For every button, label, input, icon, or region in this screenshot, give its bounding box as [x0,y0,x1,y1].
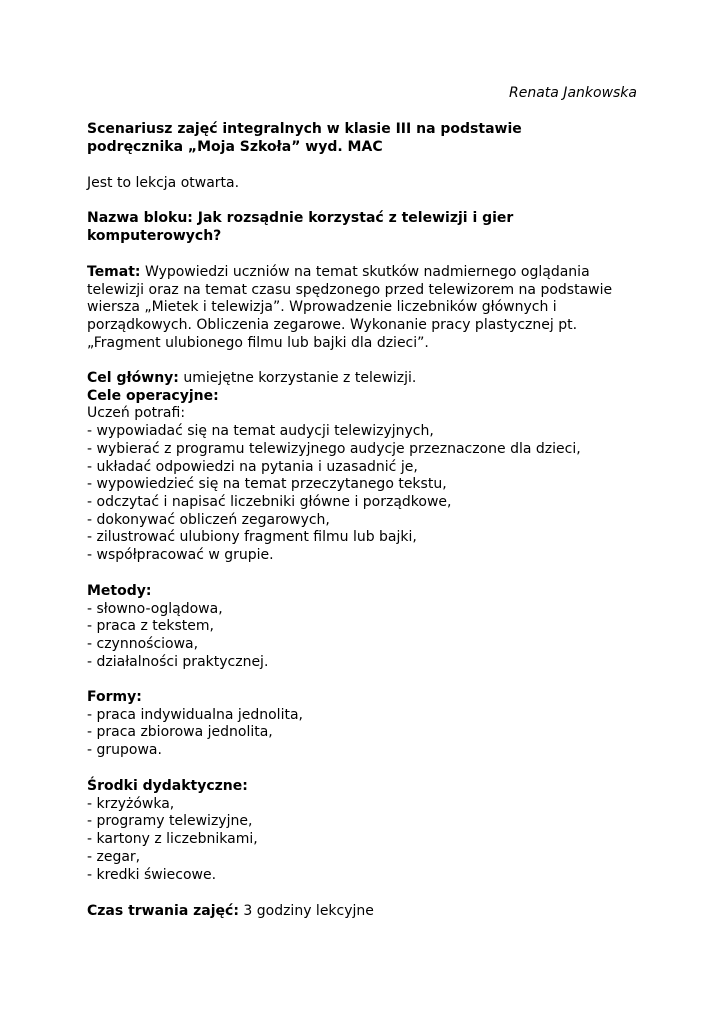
topic-label: Temat: [87,264,141,280]
list-item: - słowno-oglądowa, [87,600,223,617]
list-item: - czynnościowa, [87,636,199,653]
list-item: - wypowiedzieć się na temat przeczytanego tekstu, [87,476,447,493]
duration-section [87,903,647,921]
topic-section [87,264,647,353]
title-line: Scenariusz zajęć integralnych w klasie III na podstawie [87,121,522,137]
topic-line [87,264,647,282]
list-item: - kredki świecowe. [87,866,217,883]
duration-text: 3 godziny lekcyjne [238,903,374,919]
document-title [87,121,647,156]
topic-text: Wypowiedzi uczniów na temat skutków nadmiernego oglądania [140,264,590,280]
duration-label: Czas trwania zajęć: [87,903,239,919]
list-item: - grupowa. [87,742,162,759]
list-item: - krzyżówka, [87,795,175,812]
topic-line: porządkowych. Obliczenia zegarowe. Wykonanie pracy plastycznej pt. [87,317,578,334]
list-item: - odczytać i napisać liczebniki główne i porządkowe, [87,493,452,510]
aids-section [87,778,647,884]
list-item: - praca z tekstem, [87,618,214,635]
block-name [87,210,647,245]
block-line: Nazwa bloku: Jak rozsądnie korzystać z telewizji i gier [87,210,514,226]
aids-label: Środki dydaktyczne: [87,778,248,794]
op-goals-label: Cele operacyjne: [87,387,219,404]
list-item: - działalności praktycznej. [87,653,269,670]
forms-label: Formy: [87,689,142,705]
topic-line: telewizji oraz na temat czasu spędzonego przed telewizorem na podstawie [87,281,613,298]
title-line: podręcznika „Moja Szkoła” wyd. MAC [87,138,383,155]
list-item: - wypowiadać się na temat audycji telewizyjnych, [87,423,434,440]
author-name: Renata Jankowska [509,85,637,101]
forms-section [87,689,647,760]
main-goal-line [87,370,647,388]
list-item: - praca indywidualna jednolita, [87,706,303,723]
op-goals-intro: Uczeń potrafi: [87,405,186,422]
goals-section [87,370,647,565]
list-item: - programy telewizyjne, [87,813,253,830]
list-item: - kartony z liczebnikami, [87,831,258,848]
list-item: - układać odpowiedzi na pytania i uzasadnić je, [87,458,418,475]
list-item: - praca zbiorowa jednolita, [87,724,273,741]
list-item: - zilustrować ulubiony fragment filmu lub bajki, [87,529,417,546]
topic-line: „Fragment ulubionego filmu lub bajki dla dzieci”. [87,334,429,351]
main-goal-label: Cel główny: [87,370,179,386]
list-item: - zegar, [87,848,141,865]
intro-text [87,175,647,193]
methods-section [87,583,647,672]
intro-line: Jest to lekcja otwarta. [87,175,240,191]
list-item: - współpracować w grupie. [87,547,274,564]
list-item: - dokonywać obliczeń zegarowych, [87,511,330,528]
list-item: - wybierać z programu telewizyjnego audycje przeznaczone dla dzieci, [87,440,581,457]
duration-line [87,903,647,921]
methods-label: Metody: [87,583,152,599]
block-line: komputerowych? [87,227,222,244]
main-goal-text: umiejętne korzystanie z telewizji. [178,370,417,386]
topic-line: wiersza „Mietek i telewizja”. Wprowadzenie liczebników głównych i [87,299,557,316]
